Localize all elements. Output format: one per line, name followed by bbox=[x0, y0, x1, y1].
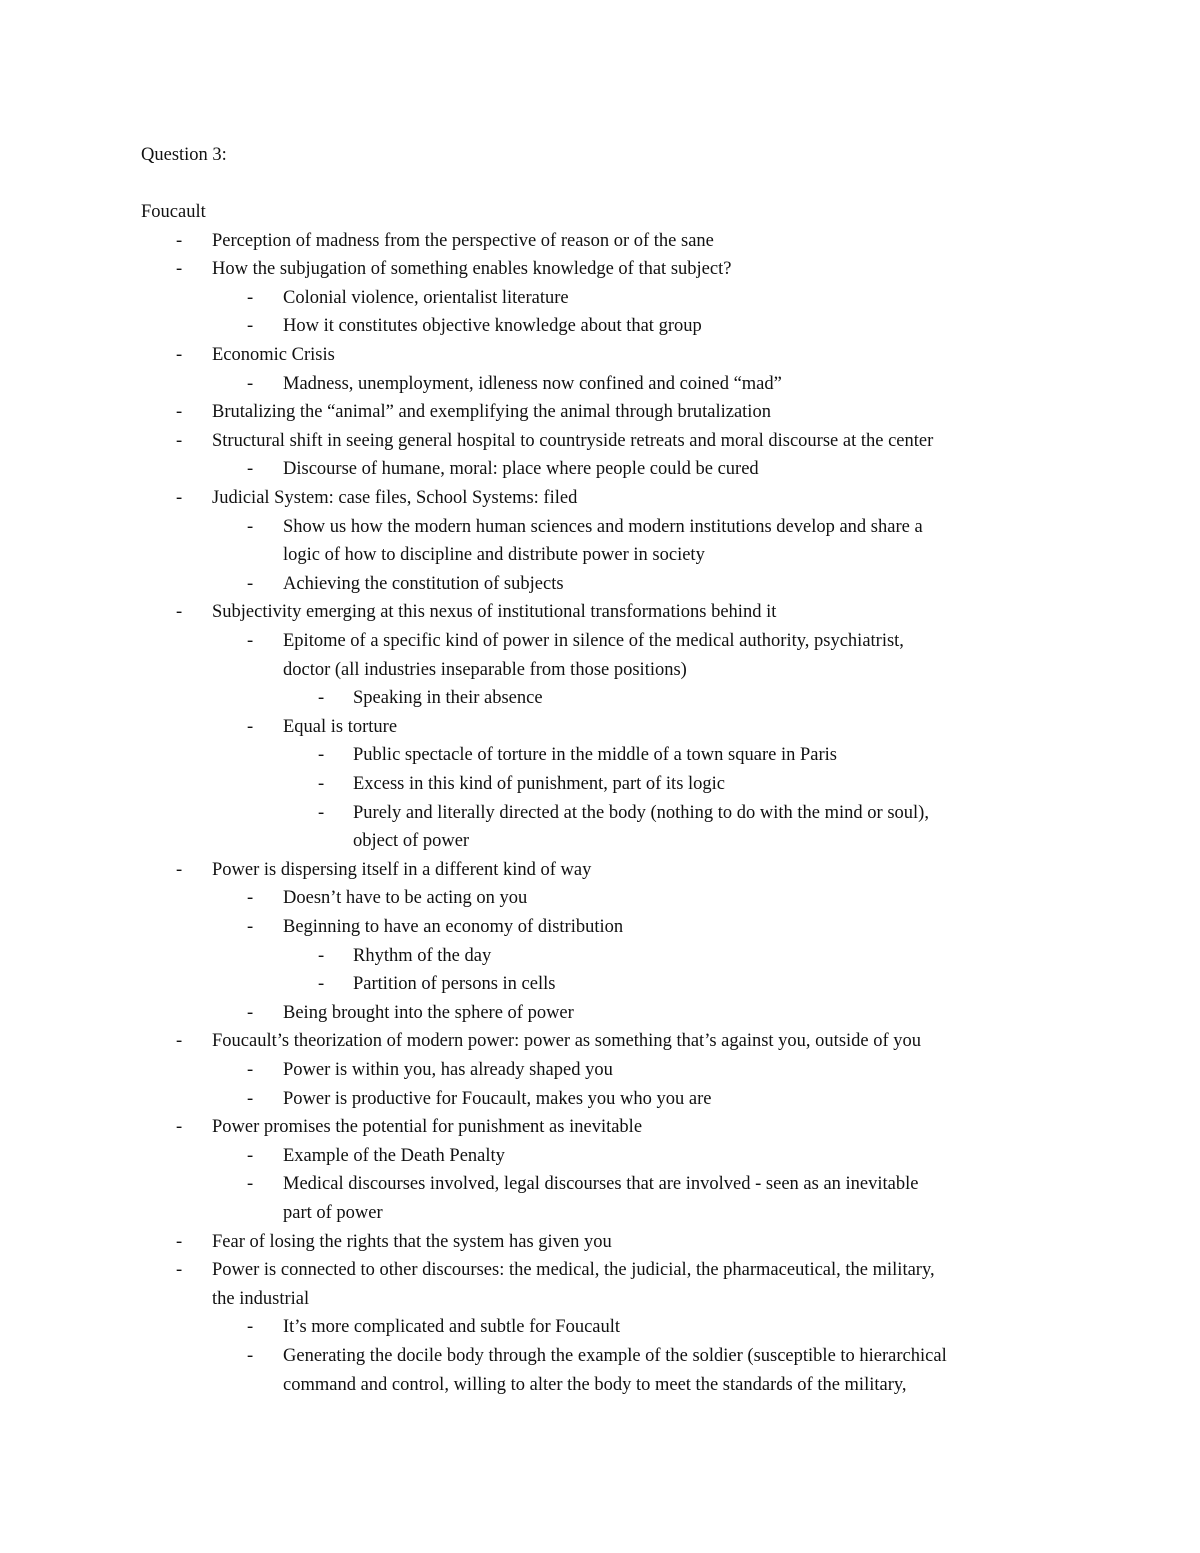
bullet-text: logic of how to discipline and distribute power in society bbox=[283, 545, 705, 566]
bullet-text: Discourse of humane, moral: place where people could be cured bbox=[283, 459, 759, 480]
bullet-dash: - bbox=[176, 859, 183, 880]
bullet-text: Foucault’s theorization of modern power: power as something that’s against you, outside of you bbox=[212, 1031, 922, 1052]
bullet-text: Power is productive for Foucault, makes you who you are bbox=[283, 1088, 712, 1109]
bullet-text: Colonial violence, orientalist literature bbox=[283, 287, 569, 308]
bullet-dash: - bbox=[318, 688, 325, 709]
bullet-dash: - bbox=[318, 802, 325, 823]
bullet-dash: - bbox=[176, 259, 183, 280]
bullet-dash: - bbox=[247, 916, 254, 937]
bullet-dash: - bbox=[176, 230, 183, 251]
bullet-text: Power promises the potential for punishment as inevitable bbox=[212, 1117, 643, 1138]
bullet-text: Equal is torture bbox=[283, 716, 398, 737]
bullet-dash: - bbox=[176, 487, 183, 508]
bullet-text: doctor (all industries inseparable from those positions) bbox=[283, 659, 687, 680]
bullet-text: Perception of madness from the perspective of reason or of the sane bbox=[212, 230, 714, 251]
bullet-dash: - bbox=[247, 1174, 254, 1195]
bullet-text: Structural shift in seeing general hospital to countryside retreats and moral discourse at the center bbox=[212, 430, 934, 451]
bullet-dash: - bbox=[318, 773, 325, 794]
bullet-text: Speaking in their absence bbox=[353, 688, 543, 709]
bullet-text: Achieving the constitution of subjects bbox=[283, 573, 564, 594]
bullet-dash: - bbox=[247, 1002, 254, 1023]
bullet-text: Epitome of a specific kind of power in silence of the medical authority, psychiatrist, bbox=[283, 630, 904, 651]
bullet-text: How it constitutes objective knowledge about that group bbox=[283, 316, 702, 337]
bullet-text: Medical discourses involved, legal discourses that are involved - seen as an inevitable bbox=[283, 1174, 919, 1195]
bullet-dash: - bbox=[176, 1117, 183, 1138]
bullet-text: Economic Crisis bbox=[212, 344, 335, 365]
bullet-dash: - bbox=[247, 630, 254, 651]
bullet-dash: - bbox=[318, 945, 325, 966]
bullet-text: Show us how the modern human sciences and modern institutions develop and share a bbox=[283, 516, 923, 537]
bullet-text: How the subjugation of something enables knowledge of that subject? bbox=[212, 259, 732, 280]
question-heading: Question 3: bbox=[141, 145, 227, 165]
bullet-text: command and control, willing to alter the body to meet the standards of the military, bbox=[283, 1374, 907, 1395]
bullet-dash: - bbox=[176, 402, 183, 423]
bullet-dash: - bbox=[247, 1059, 254, 1080]
bullet-dash: - bbox=[247, 287, 254, 308]
bullet-text: object of power bbox=[353, 831, 470, 852]
bullet-dash: - bbox=[176, 602, 183, 623]
bullet-dash: - bbox=[247, 316, 254, 337]
bullet-text: Madness, unemployment, idleness now confined and coined “mad” bbox=[283, 373, 782, 394]
bullet-dash: - bbox=[247, 1088, 254, 1109]
bullet-text: Fear of losing the rights that the system has given you bbox=[212, 1231, 612, 1252]
bullet-text: the industrial bbox=[212, 1288, 310, 1309]
topic-heading: Foucault bbox=[141, 202, 206, 222]
bullet-text: Judicial System: case files, School Systems: filed bbox=[212, 487, 578, 508]
bullet-dash: - bbox=[318, 745, 325, 766]
bullet-dash: - bbox=[247, 516, 254, 537]
bullet-dash: - bbox=[247, 459, 254, 480]
bullet-text: Being brought into the sphere of power bbox=[283, 1002, 574, 1023]
bullet-text: Partition of persons in cells bbox=[353, 974, 556, 995]
bullet-dash: - bbox=[176, 430, 183, 451]
bullet-dash: - bbox=[176, 1231, 183, 1252]
bullet-text: Doesn’t have to be acting on you bbox=[283, 888, 528, 909]
bullet-dash: - bbox=[176, 344, 183, 365]
bullet-dash: - bbox=[247, 1145, 254, 1166]
bullet-dash: - bbox=[247, 373, 254, 394]
bullet-text: Excess in this kind of punishment, part of its logic bbox=[353, 773, 726, 794]
bullet-text: Purely and literally directed at the body (nothing to do with the mind or soul), bbox=[353, 802, 929, 823]
bullet-dash: - bbox=[247, 716, 254, 737]
bullet-text: Power is connected to other discourses: the medical, the judicial, the pharmaceutical, the military, bbox=[212, 1260, 935, 1281]
bullet-dash: - bbox=[247, 1345, 254, 1366]
bullet-text: Rhythm of the day bbox=[353, 945, 492, 966]
bullet-dash: - bbox=[247, 888, 254, 909]
bullet-dash: - bbox=[318, 974, 325, 995]
bullet-text: Brutalizing the “animal” and exemplifying the animal through brutalization bbox=[212, 402, 771, 423]
bullet-dash: - bbox=[247, 573, 254, 594]
bullet-text: Beginning to have an economy of distribution bbox=[283, 916, 624, 937]
bullet-text: Subjectivity emerging at this nexus of institutional transformations behind it bbox=[212, 602, 777, 623]
bullet-text: Example of the Death Penalty bbox=[283, 1145, 505, 1166]
bullet-text: Power is within you, has already shaped you bbox=[283, 1059, 613, 1080]
bullet-text: Power is dispersing itself in a different kind of way bbox=[212, 859, 592, 880]
bullet-text: It’s more complicated and subtle for Foucault bbox=[283, 1317, 621, 1338]
bullet-text: Public spectacle of torture in the middle of a town square in Paris bbox=[353, 745, 837, 766]
bullet-text: part of power bbox=[283, 1202, 383, 1223]
bullet-dash: - bbox=[247, 1317, 254, 1338]
bullet-dash: - bbox=[176, 1031, 183, 1052]
bullet-dash: - bbox=[176, 1260, 183, 1281]
bullet-text: Generating the docile body through the example of the soldier (susceptible to hierarchical bbox=[283, 1345, 947, 1366]
